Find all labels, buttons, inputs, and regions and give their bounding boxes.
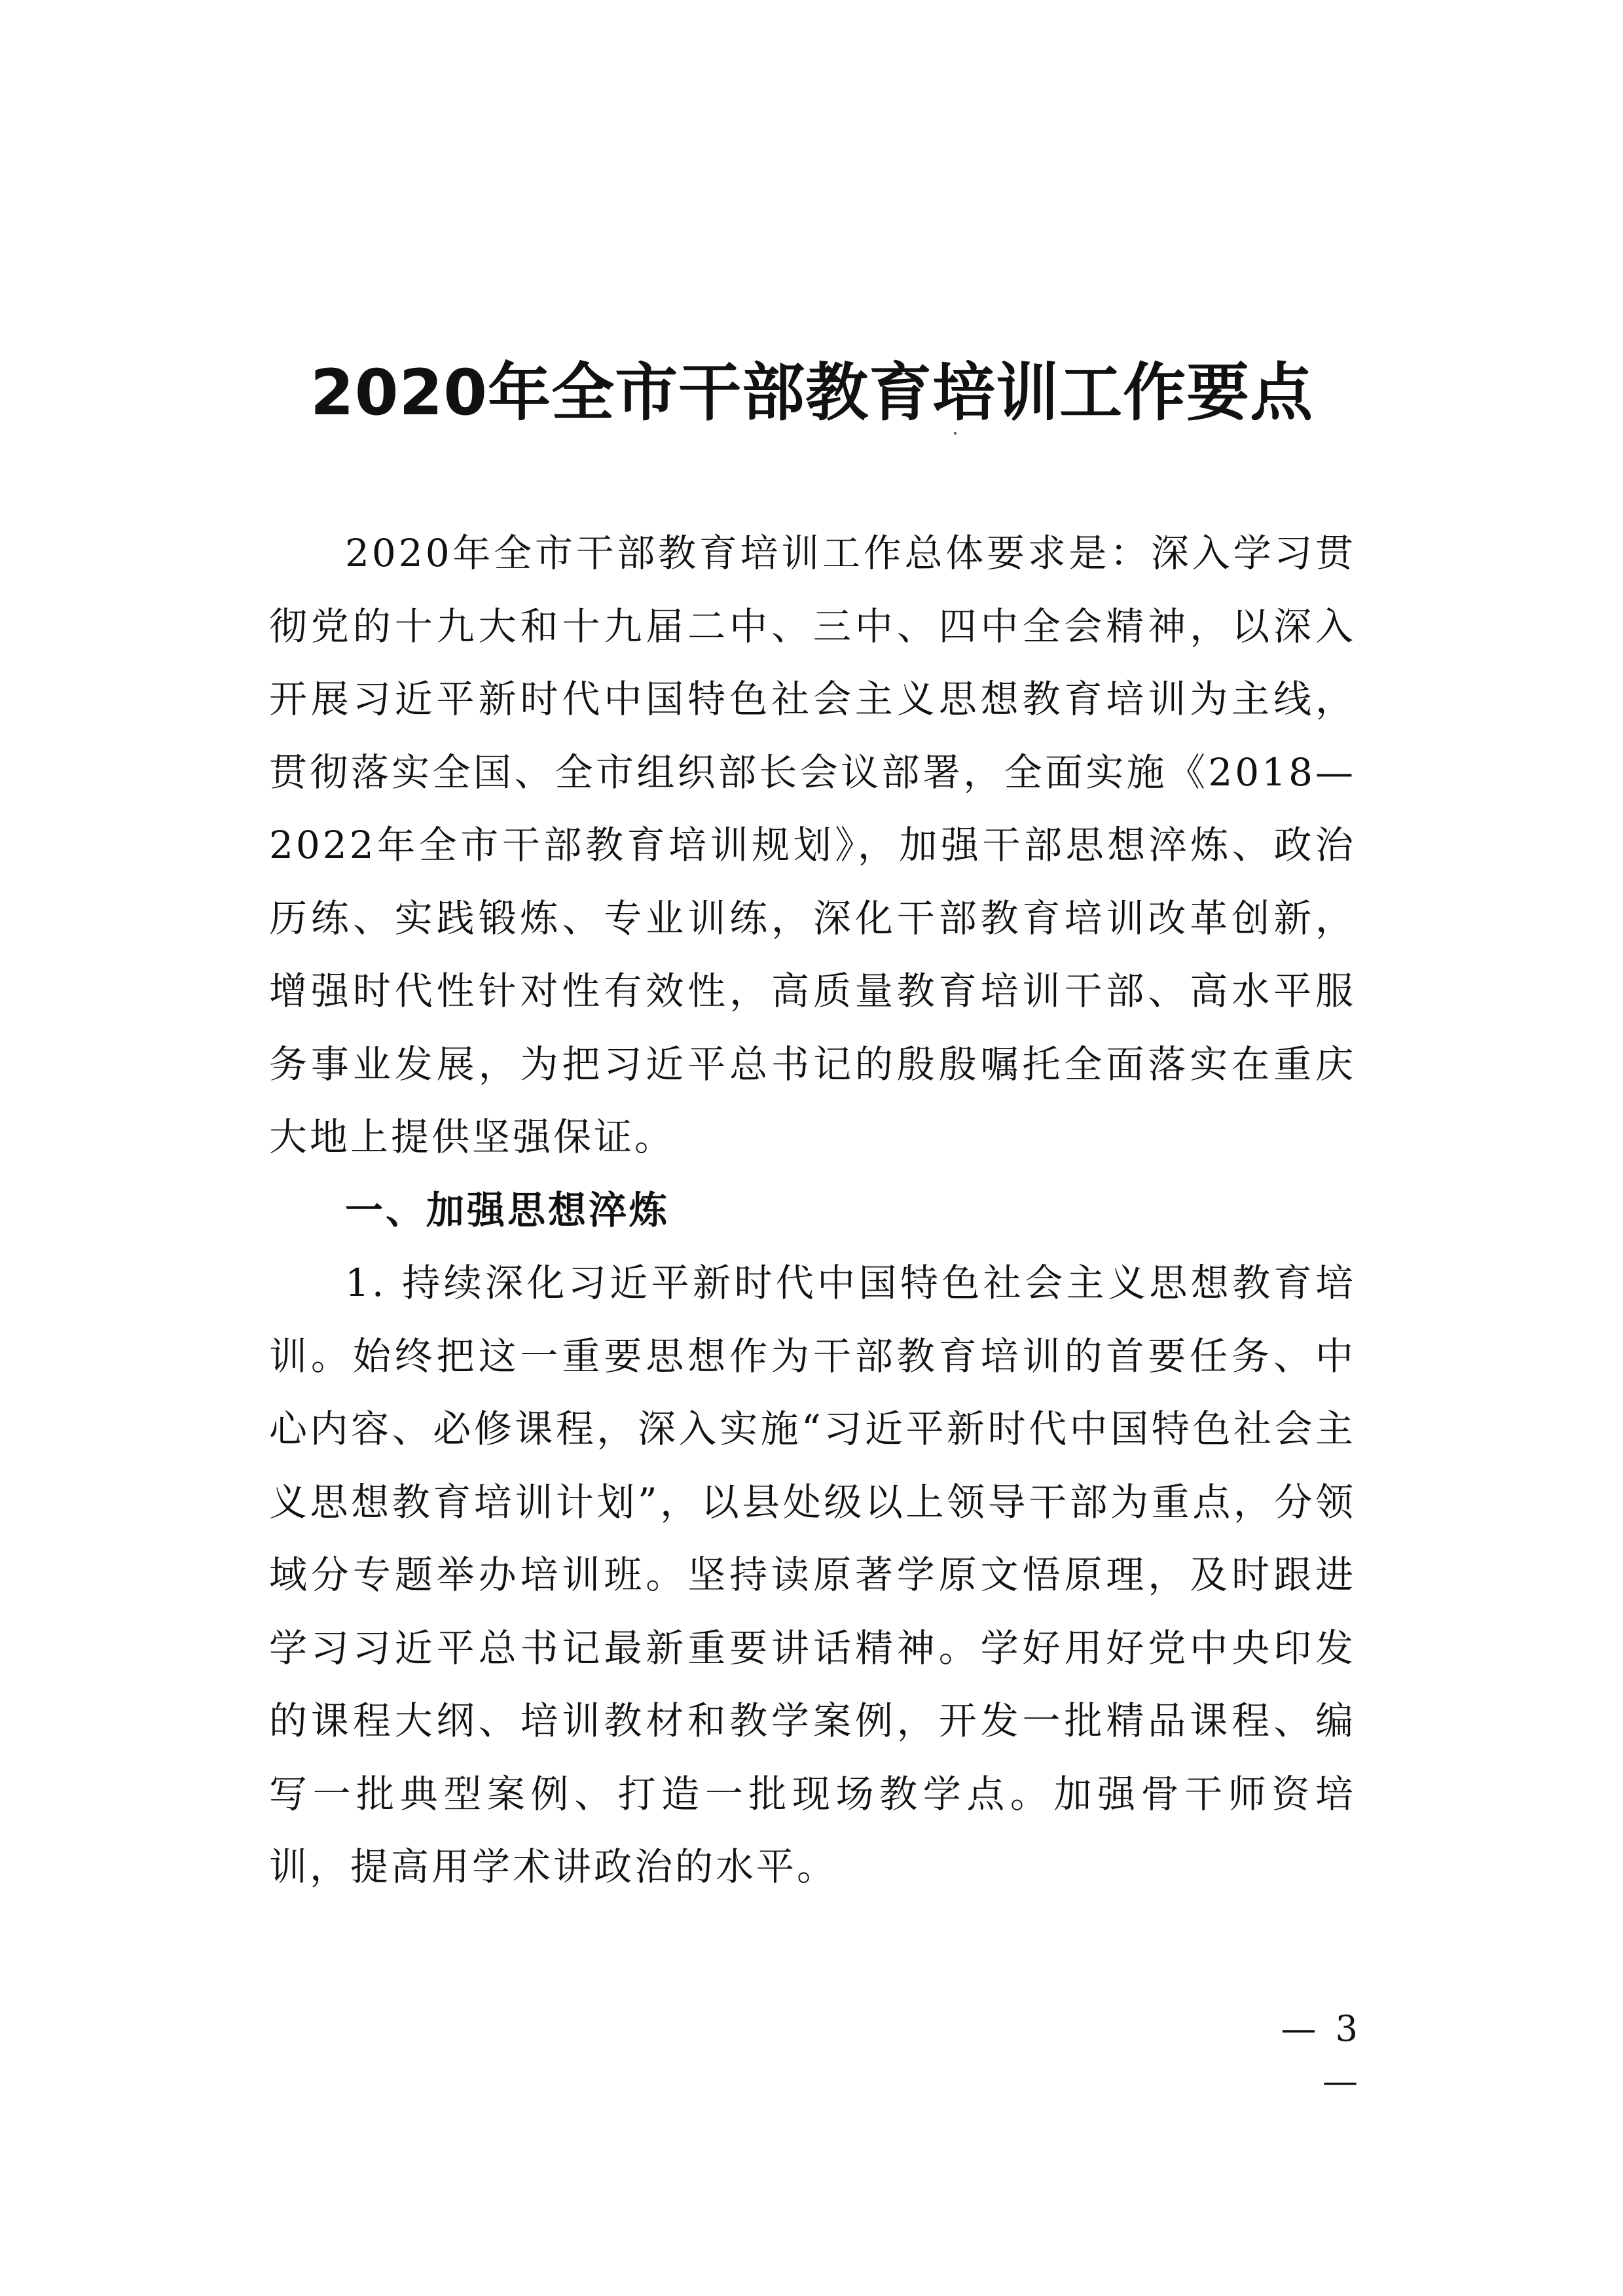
intro-paragraph: 2020年全市干部教育培训工作总体要求是：深入学习贯彻党的十九大和十九届二中、三中、四中全会精神，以深入开展习近平新时代中国特色社会主义思想教育培训为主线，贯彻落实全国、全市组织部长会议部署，全面实施《2018—2022年全市干部教育培训规划》，加强干部思想淬炼、政治历练、实践锻炼、专业训练，深化干部教育培训改革创新，增强时代性针对性有效性，高质量教育培训干部、高水平服务事业发展，为把习近平总书记的殷殷嘱托全面落实在重庆大地上提供坚强保证。 xyxy=(269,531,1356,1159)
scan-speck xyxy=(954,432,957,435)
page-number: — 3 — xyxy=(1281,2008,1362,2102)
document-title: 2020年全市干部教育培训工作要点 xyxy=(310,356,1314,429)
document-body xyxy=(269,517,1356,1904)
section-heading: 一、加强思想淬炼 xyxy=(345,1187,670,1232)
list-item-paragraph: 1. 持续深化习近平新时代中国特色社会主义思想教育培训。始终把这一重要思想作为干部教育培训的首要任务、中心内容、必修课程，深入实施“习近平新时代中国特色社会主义思想教育培训计划”，以县处级以上领导干部为重点，分领域分专题举办培训班。坚持读原著学原文悟原理，及时跟进学习习近平总书记最新重要讲话精神。学好用好党中央印发的课程大纲、培训教材和教学案例，开发一批精品课程、编写一批典型案例、打造一批现场教学点。加强骨干师资培训，提高用学术讲政治的水平。 xyxy=(269,1261,1356,1889)
